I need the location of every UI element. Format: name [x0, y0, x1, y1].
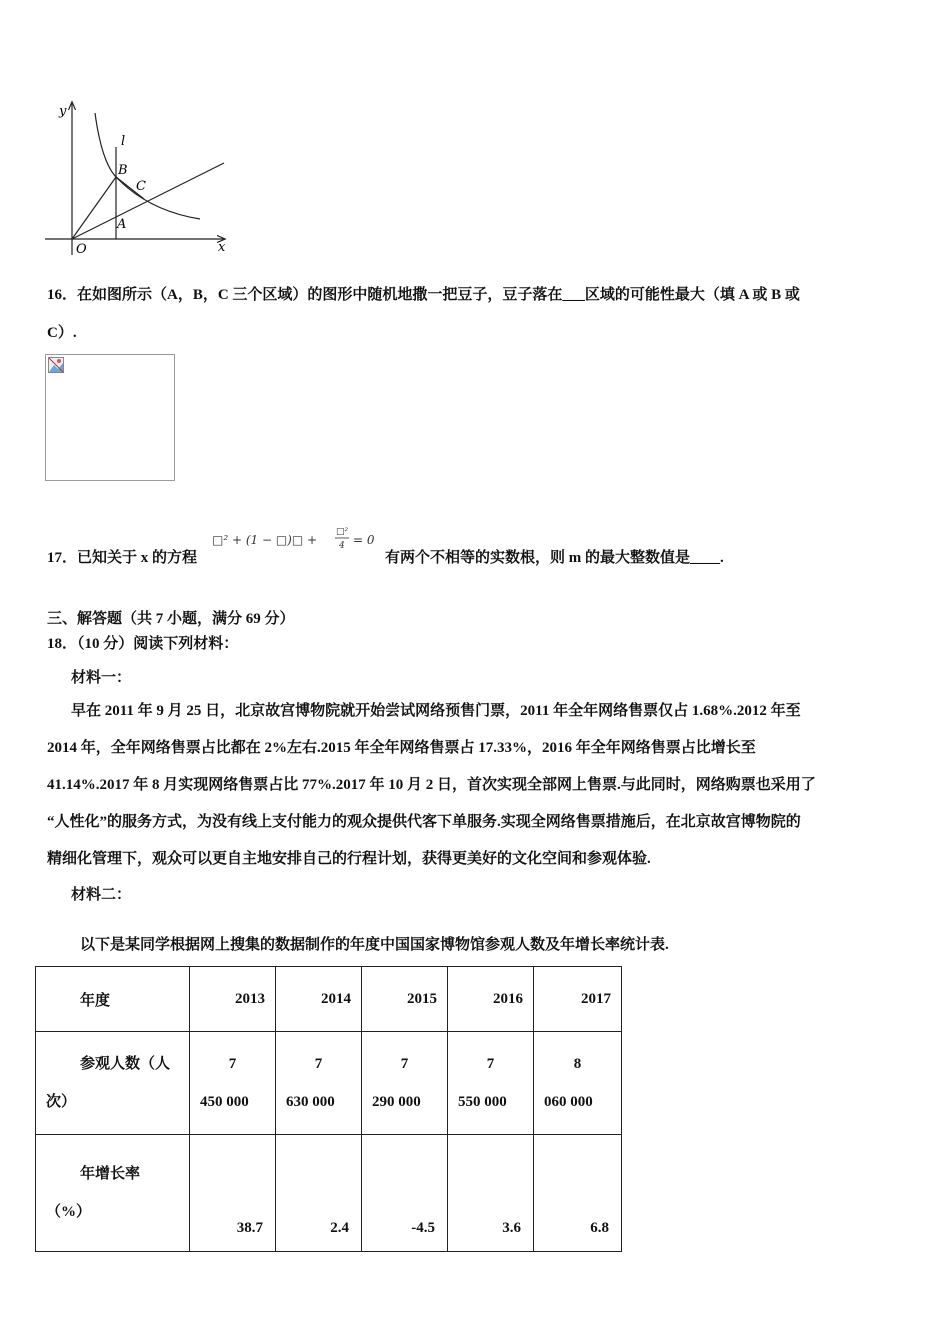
formula-numerator: □² — [336, 527, 349, 537]
material1-p3: 41.14%.2017 年 8 月实现网络售票占比 77%.2017 年 10 月 2 日，首次实现全部网上售票.与此同时，网络购票也采用了 — [47, 777, 816, 793]
table-row-year — [36, 967, 622, 1032]
table-row-visitors — [36, 1032, 622, 1135]
q18-title: 18．（10 分）阅读下列材料： — [47, 636, 239, 652]
table-caption: 以下是某同学根据网上搜集的数据制作的年度中国国家博物馆参观人数及年增长率统计表. — [80, 937, 669, 953]
equation-formula — [212, 524, 387, 554]
formula-svg — [212, 524, 387, 554]
label-b: B — [118, 163, 128, 178]
visitors-header — [36, 1032, 190, 1135]
material1-p4: “人性化”的服务方式，为没有线上支付能力的观众提供代客下单服务.实现全网络售票措施后，在北京故宫博物院的 — [47, 814, 801, 830]
year-cell: 2013 — [190, 967, 276, 1032]
label-l: l — [121, 134, 126, 149]
material2-label: 材料二： — [71, 887, 132, 903]
label-y: y — [59, 104, 67, 119]
q17-suffix: 有两个不相等的实数根，则 m 的最大整数值是____. — [385, 550, 724, 566]
visitors-cell: 7 630 000 — [276, 1032, 362, 1135]
museum-stats-table — [35, 966, 622, 1252]
growth-header-line1: 年增长率 — [80, 1166, 141, 1182]
visitors-cell: 7 290 000 — [362, 1032, 448, 1135]
label-o: O — [76, 242, 87, 257]
q16-line2: C）. — [47, 325, 77, 341]
material1-p2: 2014 年，全年网络售票占比都在 2%左右.2015 年全年网络售票占 17.33%，2016 年全年网络售票占比增长至 — [47, 740, 756, 756]
formula-part1: □² + (1 − □)□ + — [212, 533, 318, 547]
coordinate-graph — [40, 95, 230, 260]
growth-cell: 3.6 — [448, 1135, 534, 1252]
line-ob — [72, 177, 116, 239]
growth-cell: 38.7 — [190, 1135, 276, 1252]
growth-cell: 2.4 — [276, 1135, 362, 1252]
year-cell: 2014 — [276, 967, 362, 1032]
q17-prefix: 17．已知关于 x 的方程 — [47, 550, 198, 566]
line-oc — [72, 163, 224, 239]
growth-cell: -4.5 — [362, 1135, 448, 1252]
graph-svg — [40, 95, 230, 260]
visitors-cell: 7 550 000 — [448, 1032, 534, 1135]
broken-image-placeholder — [45, 354, 175, 481]
label-c: C — [136, 179, 146, 194]
formula-rhs: = 0 — [353, 533, 375, 547]
material1-p5: 精细化管理下，观众可以更自主地安排自己的行程计划，获得更美好的文化空间和参观体验. — [47, 851, 651, 867]
hyperbola-curve — [95, 113, 200, 219]
visitors-cell: 8 060 000 — [534, 1032, 622, 1135]
broken-image-icon — [48, 357, 64, 373]
material1-p1: 早在 2011 年 9 月 25 日，北京故宫博物院就开始尝试网络预售门票，2011 年全年网络售票仅占 1.68%.2012 年至 — [71, 703, 801, 719]
label-x: x — [218, 240, 226, 255]
growth-header — [36, 1135, 190, 1252]
formula-denominator: 4 — [339, 541, 345, 551]
year-cell: 2017 — [534, 967, 622, 1032]
q16-line1: 16．在如图所示（A，B，C 三个区域）的图形中随机地撒一把豆子，豆子落在___区域的可能性最大（填 A 或 B 或 — [47, 287, 800, 303]
material1-label: 材料一： — [71, 670, 132, 686]
visitors-header-line1: 参观人数（人 — [80, 1056, 171, 1072]
table-row-growth — [36, 1135, 622, 1252]
visitors-cell: 7 450 000 — [190, 1032, 276, 1135]
visitors-header-line2: 次） — [46, 1094, 77, 1110]
growth-header-line2: （%） — [46, 1204, 92, 1220]
year-cell: 2015 — [362, 967, 448, 1032]
year-cell: 2016 — [448, 967, 534, 1032]
year-header: 年度 — [36, 967, 190, 1032]
section3-title: 三、解答题（共 7 小题，满分 69 分） — [47, 611, 295, 627]
label-a: A — [117, 217, 127, 232]
growth-cell: 6.8 — [534, 1135, 622, 1252]
